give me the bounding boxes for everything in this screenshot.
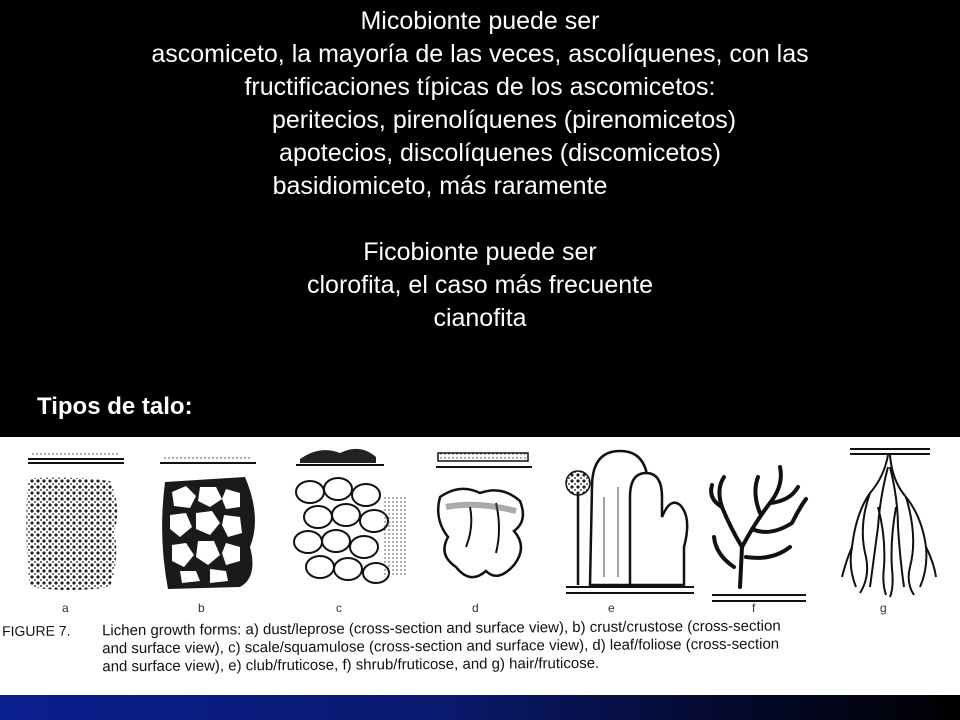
lichen-d-foliose [436, 453, 532, 577]
lichen-b-crustose [160, 455, 256, 589]
text-line-cianofita: cianofita [433, 304, 527, 332]
text-line-basidiomiceto: basidiomiceto, más raramente [272, 172, 608, 200]
lichen-g-hair-fruticose [842, 449, 936, 597]
label-f: f [752, 601, 756, 615]
figure-number: FIGURE 7. [2, 622, 71, 639]
text-line-micobionte: Micobionte puede ser [360, 7, 600, 35]
caption-line-3: and surface view), e) club/fruticose, f) shrub/fruticose, and g) hair/fruticose. [102, 654, 600, 676]
text-line-peritecios: peritecios, pirenolíquenes (pirenomicetos) [271, 106, 737, 134]
caption-line-2: and surface view), c) scale/squamulose (cross-section and surface view), d) leaf/foliose (cross-section [102, 635, 780, 658]
slide-body-text [0, 0, 960, 335]
label-a: a [62, 601, 69, 615]
figure-caption [2, 615, 958, 677]
lichen-a-leprose [26, 451, 124, 590]
label-d: d [472, 601, 479, 615]
lichen-growth-forms-figure [0, 437, 960, 695]
lichen-c-squamulose [294, 449, 406, 583]
lichen-illustrations [0, 437, 960, 622]
text-line-apotecios: apotecios, discolíquenes (discomicetos) [279, 139, 721, 167]
label-c: c [336, 601, 342, 615]
bottom-gradient-bar [0, 695, 960, 720]
tipos-de-talo-heading: Tipos de talo: [37, 393, 193, 420]
label-b: b [198, 601, 205, 615]
text-line-fructificaciones: fructificaciones típicas de los ascomicetos: [244, 73, 716, 101]
label-g: g [880, 601, 887, 615]
text-line-ascomiceto: ascomiceto, la mayoría de las veces, ascolíquenes, con las [151, 40, 809, 68]
label-e: e [608, 601, 615, 615]
text-line-clorofita: clorofita, el caso más frecuente [307, 271, 653, 299]
spacer [0, 203, 960, 236]
lichen-e-club-fruticose [566, 451, 694, 593]
caption-line-1: Lichen growth forms: a) dust/leprose (cross-section and surface view), b) crust/crustose (cross-section [102, 617, 781, 640]
text-line-ficobionte: Ficobionte puede ser [363, 238, 597, 266]
lichen-f-shrub-fruticose [711, 467, 806, 601]
